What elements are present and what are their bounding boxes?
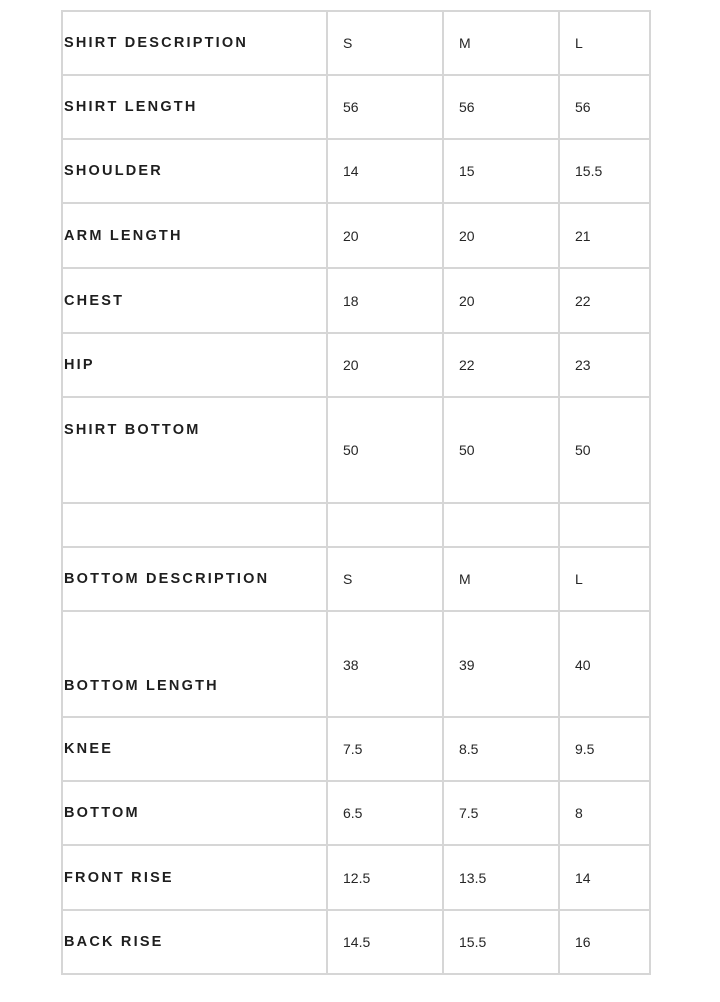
cell-s: 12.5 [327,845,443,910]
cell-s: 18 [327,268,443,333]
cell-s: 56 [327,75,443,139]
cell-m: 39 [443,611,559,717]
bottom-header-row [62,547,650,611]
table-row [62,333,650,397]
size-m-header: M [443,11,559,75]
cell-l: 8 [559,781,650,845]
table-row [62,139,650,203]
cell-m: 50 [443,397,559,503]
size-s-header: S [327,11,443,75]
cell-m: 8.5 [443,717,559,781]
shirt-description-header: SHIRT DESCRIPTION [62,11,327,75]
row-label: BOTTOM [62,781,327,845]
cell-m: 15.5 [443,910,559,974]
table-row [62,75,650,139]
cell-m: 22 [443,333,559,397]
cell-m: 20 [443,268,559,333]
size-l-header: L [559,11,650,75]
row-label: FRONT RISE [62,845,327,910]
size-m-header: M [443,547,559,611]
row-label: CHEST [62,268,327,333]
cell-l: 9.5 [559,717,650,781]
cell-s: 38 [327,611,443,717]
cell-m: 13.5 [443,845,559,910]
shirt-header-row [62,11,650,75]
table-row [62,781,650,845]
row-label: SHIRT BOTTOM [62,397,327,503]
bottom-description-header: BOTTOM DESCRIPTION [62,547,327,611]
size-l-header: L [559,547,650,611]
row-label: HIP [62,333,327,397]
cell-l: 21 [559,203,650,268]
spacer-row [62,503,650,547]
row-label: SHOULDER [62,139,327,203]
cell-l: 14 [559,845,650,910]
cell-l: 22 [559,268,650,333]
row-label: KNEE [62,717,327,781]
cell-s: 20 [327,203,443,268]
table-row [62,397,650,503]
cell-s: 14.5 [327,910,443,974]
table-row [62,268,650,333]
cell-l: 40 [559,611,650,717]
size-chart-table [61,10,651,975]
spacer-cell [443,503,559,547]
cell-m: 15 [443,139,559,203]
cell-s: 50 [327,397,443,503]
table-row [62,203,650,268]
cell-m: 20 [443,203,559,268]
cell-l: 16 [559,910,650,974]
cell-s: 7.5 [327,717,443,781]
cell-l: 50 [559,397,650,503]
spacer-cell [559,503,650,547]
cell-m: 56 [443,75,559,139]
row-label: BOTTOM LENGTH [62,611,327,717]
cell-l: 15.5 [559,139,650,203]
cell-s: 20 [327,333,443,397]
cell-s: 14 [327,139,443,203]
cell-l: 56 [559,75,650,139]
spacer-cell [327,503,443,547]
table-row [62,910,650,974]
cell-s: 6.5 [327,781,443,845]
spacer-cell [62,503,327,547]
table-row [62,845,650,910]
cell-m: 7.5 [443,781,559,845]
row-label: ARM LENGTH [62,203,327,268]
cell-l: 23 [559,333,650,397]
table-row [62,717,650,781]
row-label: BACK RISE [62,910,327,974]
row-label: SHIRT LENGTH [62,75,327,139]
table-row [62,611,650,717]
size-s-header: S [327,547,443,611]
